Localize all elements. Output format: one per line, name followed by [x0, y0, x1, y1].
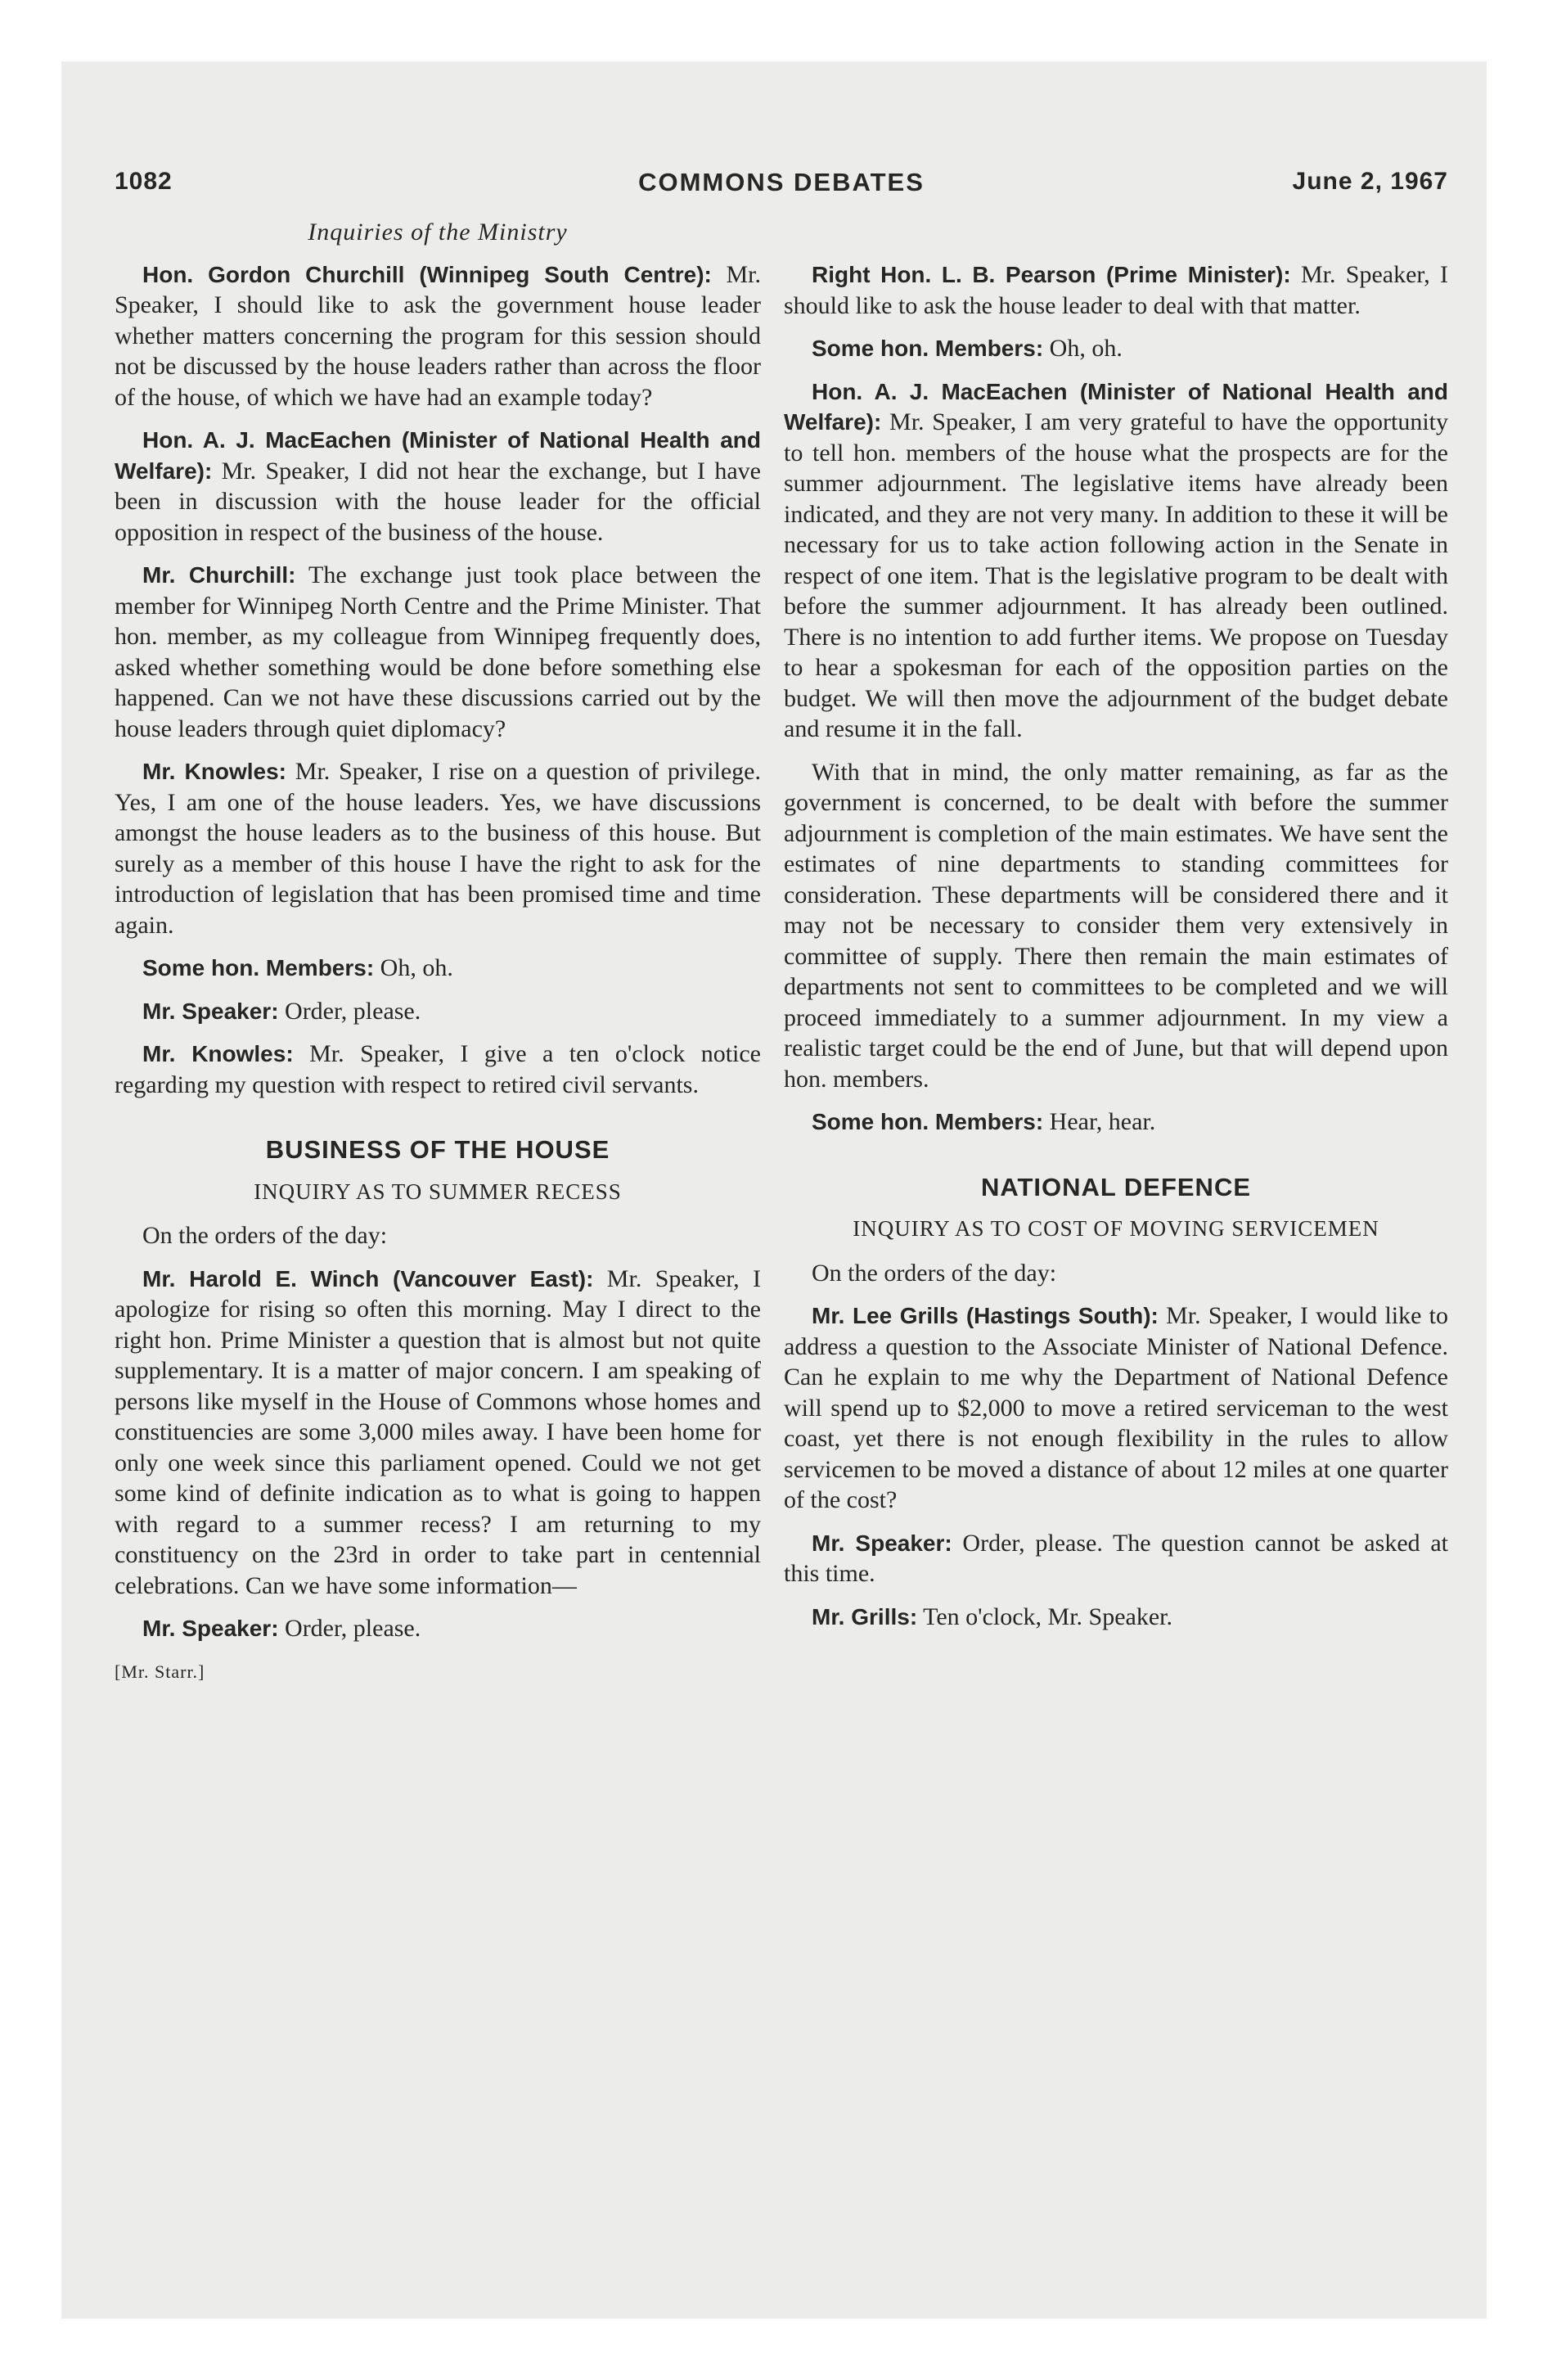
- speech-text: Mr. Speaker, I am very grateful to have the opportunity to tell hon. members of the house what the prospects are for the summer adjournment. The legislative items have already been indicated, and they are not very many. In addition to these it will be necessary for us to take action following action in the Senate in respect of one item. That is the legislative program to be dealt with before the summer adjournment. It has already been outlined. There is no intention to add further items. We propose on Tuesday to hear a spokesman for each of the opposition parties on the budget. We will then move the adjournment of the budget debate and resume it in the fall.: [784, 408, 1448, 742]
- speech-paragraph: [784, 1300, 1448, 1516]
- speech-paragraph: [784, 757, 1448, 1095]
- section-heading: BUSINESS OF THE HOUSE: [265, 1135, 610, 1164]
- speech-text: Mr. Speaker, I should like to ask the house leader to deal with that matter.: [784, 261, 1449, 319]
- speech-paragraph: [115, 1039, 761, 1100]
- speaker-name: Some hon. Members:: [812, 336, 1044, 361]
- speech-paragraph: [115, 425, 761, 548]
- speech-text: Mr. Speaker, I should like to ask the government house leader whether matters concerning the program for this session should not be discussed by the house leaders rather than across the floor of the house, of which we have had an example today?: [115, 260, 761, 411]
- speaker-name: Mr. Churchill:: [142, 562, 296, 588]
- speaker-name: Mr. Speaker:: [142, 1616, 279, 1641]
- speech-text: Order, please.: [278, 997, 421, 1025]
- speech-text: Hear, hear.: [1043, 1108, 1156, 1135]
- speech-text: Ten o'clock, Mr. Speaker.: [917, 1602, 1173, 1630]
- right-column: [784, 217, 1448, 1644]
- speech-paragraph: [115, 259, 761, 413]
- page-footer-note: [Mr. Starr.]: [115, 1661, 205, 1682]
- speech-text: Oh, oh.: [1043, 335, 1123, 362]
- speaker-name: Mr. Knowles:: [142, 1041, 294, 1066]
- speech-text: Mr. Speaker, I would like to address a question to the Associate Minister of National Defence. Can he explain to me why the Department of National Defence will spend up to $2,000 to move a retired serviceman to the west coast, yet there is not enough flexibility in the rules to allow servicemen to be moved a distance of about 12 miles at one quarter of the cost?: [784, 1302, 1449, 1513]
- speech-text: Oh, oh.: [374, 954, 453, 981]
- speech-paragraph: [115, 996, 761, 1027]
- speech-paragraph: [784, 376, 1448, 745]
- speech-text: Mr. Speaker, I did not hear the exchange, but I have been in discussion with the house leader for the official opposition in respect of the business of the house.: [115, 457, 761, 546]
- speech-text: With that in mind, the only matter remaining, as far as the government is concerned, to be dealt with before the summer adjournment is completion of the main estimates. We have sent the estimates of nine departments to standing committees for consideration. These departments will be considered there and it may not be necessary to consider them very extensively in committee of supply. There then remain the main estimates of departments not sent to committees to be completed and we will proceed immediately to a summer adjournment. In my view a realistic target could be the end of June, but that will depend upon hon. members.: [784, 758, 1448, 1093]
- speech-paragraph: [115, 953, 761, 984]
- speaker-name: Some hon. Members:: [812, 1109, 1044, 1134]
- speech-paragraph: [115, 1613, 761, 1644]
- orders-of-the-day: On the orders of the day:: [142, 1222, 388, 1249]
- speaker-name: Mr. Grills:: [812, 1603, 918, 1629]
- speech-text: Order, please.: [278, 1615, 421, 1642]
- speech-text: The exchange just took place between the member for Winnipeg North Centre and the Prime Minister. That hon. member, as my colleague from Winnipeg frequently does, asked whether something would be done before something else happened. Can we not have these discussions carried out by the house leaders through quiet diplomacy?: [115, 561, 761, 742]
- publication-title: COMMONS DEBATES: [638, 168, 925, 196]
- speaker-name: Mr. Lee Grills (Hastings South):: [812, 1303, 1159, 1328]
- speech-text: Mr. Speaker, I rise on a question of privilege. Yes, I am one of the house leaders. Yes, we have discussions amongst the house leaders as to the business of this house. But surely as a member of this house I have the right to ask for the introduction of legislation that has been promised time and time again.: [115, 758, 761, 939]
- column-spacer: [784, 217, 1448, 259]
- speaker-name: Mr. Harold E. Winch (Vancouver East):: [142, 1265, 594, 1291]
- page-number: 1082: [115, 168, 173, 195]
- speaker-name: Right Hon. L. B. Pearson (Prime Minister):: [812, 262, 1291, 287]
- speech-text: Mr. Speaker, I apologize for rising so often this morning. May I direct to the right hon. Prime Minister a question that is almost but not quite supplementary. It is a matter of major concern. I am speaking of persons like myself in the House of Commons whose homes and constituencies are some 3,000 miles away. I have been home for only one week since this parliament opened. Could we not get some kind of definite indication as to what is going to happen with regard to a summer recess? I am returning to my constituency on the 23rd in order to take part in centennial celebrations. Can we have some information—: [115, 1264, 762, 1599]
- speaker-name: Some hon. Members:: [142, 955, 375, 980]
- left-column: [115, 217, 761, 1687]
- running-head: Inquiries of the Ministry: [308, 219, 568, 246]
- speaker-name: Mr. Speaker:: [812, 1530, 952, 1556]
- speech-paragraph: [784, 1107, 1448, 1138]
- speaker-name: Hon. A. J. MacEachen (Minister of National Health and Welfare):: [115, 427, 761, 484]
- orders-of-the-day: On the orders of the day:: [812, 1259, 1057, 1287]
- speech-paragraph: [115, 1264, 761, 1602]
- section-heading: NATIONAL DEFENCE: [980, 1172, 1252, 1201]
- speech-paragraph: [784, 333, 1448, 364]
- speaker-name: Hon. A. J. MacEachen (Minister of National Health and Welfare):: [784, 378, 1448, 435]
- publication-date: June 2, 1967: [1292, 168, 1448, 195]
- speech-paragraph: [115, 560, 761, 744]
- speech-text: Order, please. The question cannot be asked at this time.: [784, 1529, 1448, 1587]
- speech-paragraph: [784, 1528, 1448, 1589]
- section-subheading: INQUIRY AS TO SUMMER RECESS: [254, 1179, 622, 1204]
- speech-paragraph: [784, 259, 1448, 321]
- speaker-name: Mr. Speaker:: [142, 998, 279, 1024]
- speech-text: Mr. Speaker, I give a ten o'clock notice regarding my question with respect to retired civil servants.: [115, 1040, 761, 1098]
- speaker-name: Hon. Gordon Churchill (Winnipeg South Centre):: [142, 261, 712, 287]
- speech-paragraph: [784, 1602, 1448, 1633]
- speech-paragraph: [115, 756, 761, 940]
- page-header: [115, 168, 1448, 209]
- section-subheading: INQUIRY AS TO COST OF MOVING SERVICEMEN: [853, 1216, 1379, 1241]
- speaker-name: Mr. Knowles:: [142, 759, 286, 784]
